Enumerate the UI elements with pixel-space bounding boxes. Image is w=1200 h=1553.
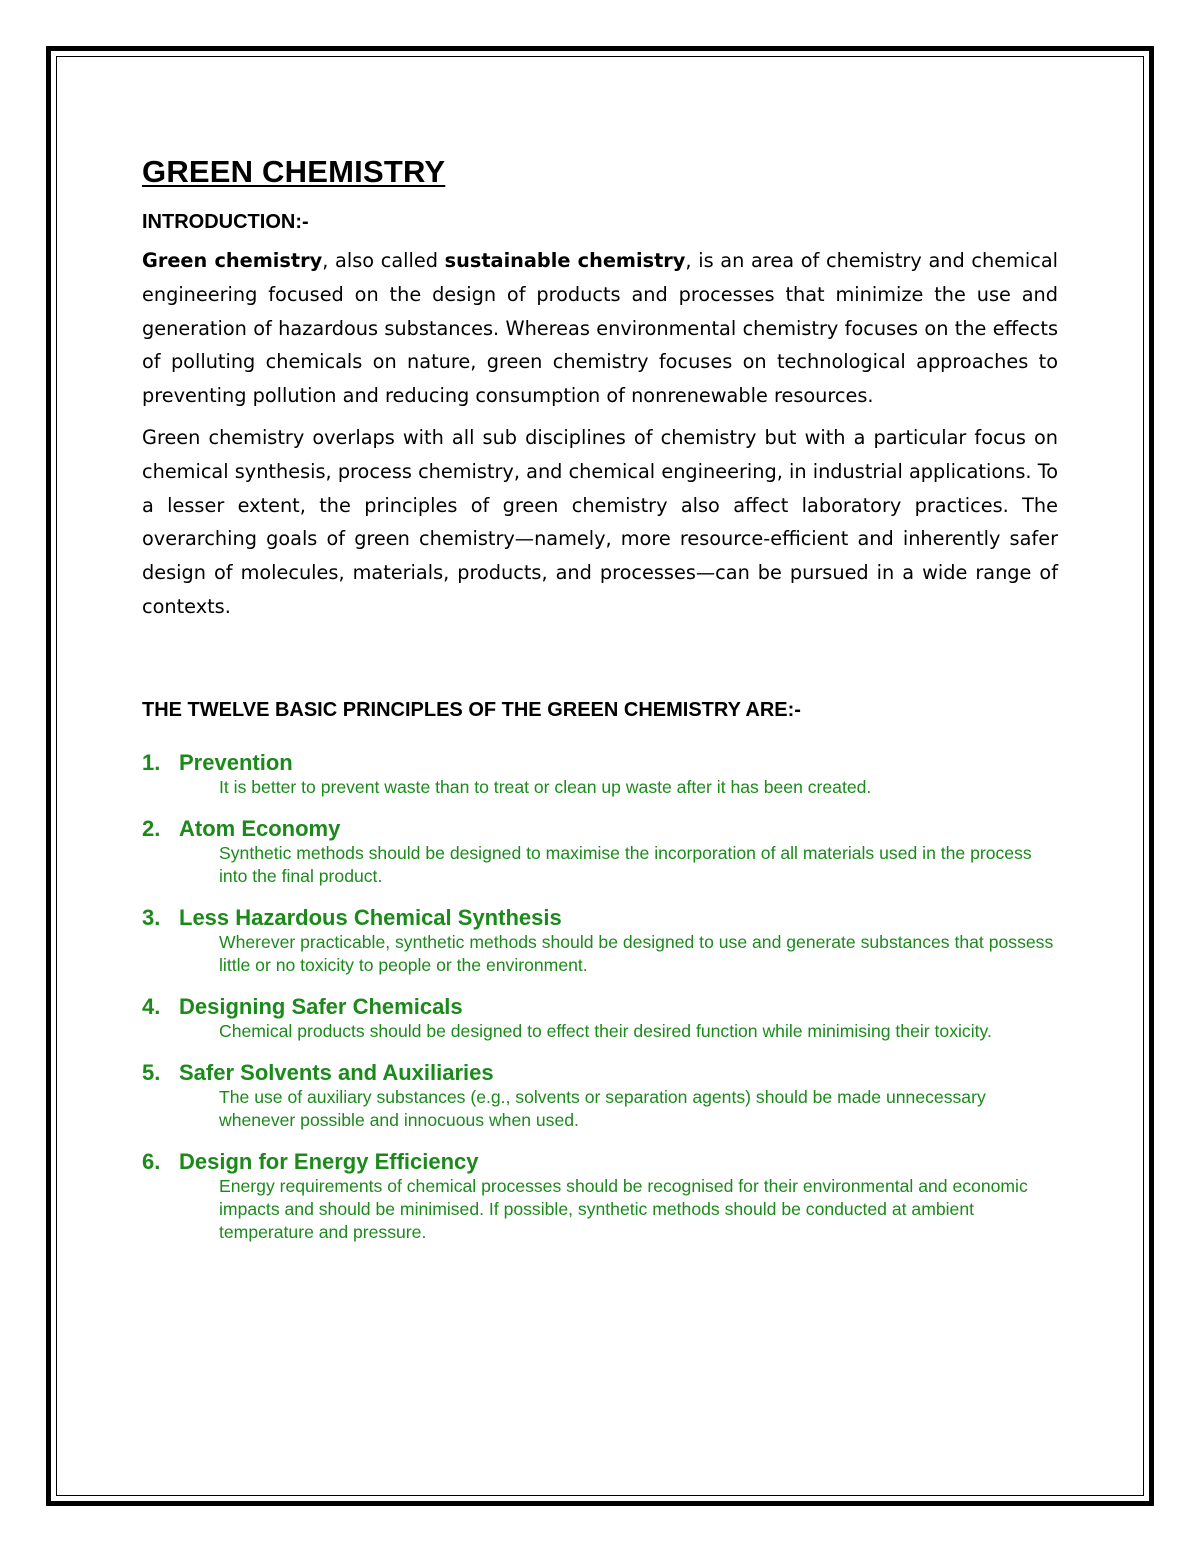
principles-heading: THE TWELVE BASIC PRINCIPLES OF THE GREEN CHEMISTRY ARE:- bbox=[142, 698, 801, 721]
principle-title: Prevention bbox=[179, 749, 293, 775]
term-sustainable-chemistry: sustainable chemistry bbox=[444, 249, 686, 272]
principle-number: 2. bbox=[142, 815, 161, 841]
principle-item bbox=[142, 1149, 1058, 1244]
document-title: GREEN CHEMISTRY bbox=[142, 154, 446, 189]
principle-title: Safer Solvents and Auxiliaries bbox=[179, 1059, 494, 1085]
principle-description: Synthetic methods should be designed to maximise the incorporation of all materials used in the process into the final product. bbox=[219, 842, 1032, 886]
principle-title-row bbox=[142, 994, 1058, 1020]
principle-description: The use of auxiliary substances (e.g., solvents or separation agents) should be made unnecessary whenever possible and innocuous when used. bbox=[219, 1086, 986, 1130]
principle-number: 4. bbox=[142, 993, 161, 1019]
principle-description: Chemical products should be designed to effect their desired function while minimising their toxicity. bbox=[219, 1020, 992, 1041]
principle-item bbox=[142, 1060, 1058, 1132]
term-green-chemistry: Green chemistry bbox=[142, 249, 323, 272]
principle-title: Atom Economy bbox=[179, 815, 341, 841]
principle-item bbox=[142, 816, 1058, 888]
principle-number: 1. bbox=[142, 749, 161, 775]
principle-number: 6. bbox=[142, 1148, 161, 1174]
document-content bbox=[142, 150, 1058, 1261]
principle-item bbox=[142, 905, 1058, 977]
intro-text-1: , also called bbox=[322, 249, 445, 272]
principle-title: Design for Energy Efficiency bbox=[179, 1148, 479, 1174]
principles-list bbox=[142, 750, 1058, 1244]
principle-title: Designing Safer Chemicals bbox=[179, 993, 463, 1019]
intro-text-2: , is an area of chemistry and chemical engineering focused on the design of products and processes that minimize the use and generation of hazardous substances. Whereas environmental chemistry focuses on the effects of polluting chemicals on nature, green chemistry focuses on technological approaches to preventing pollution and reducing consumption of nonrenewable resources. bbox=[142, 249, 1058, 408]
principle-item bbox=[142, 994, 1058, 1043]
principle-title-row bbox=[142, 816, 1058, 842]
introduction-heading: INTRODUCTION:- bbox=[142, 211, 309, 233]
principle-number: 5. bbox=[142, 1059, 161, 1085]
principle-title-row bbox=[142, 1149, 1058, 1175]
principle-title: Less Hazardous Chemical Synthesis bbox=[179, 904, 562, 930]
principle-title-row bbox=[142, 1060, 1058, 1086]
principle-number: 3. bbox=[142, 904, 161, 930]
principle-title-row bbox=[142, 905, 1058, 931]
principle-item bbox=[142, 750, 1058, 799]
principle-description: Energy requirements of chemical processes should be recognised for their environmental and economic impacts and should be minimised. If possible, synthetic methods should be conducted at ambient temperature and pressure. bbox=[219, 1175, 1028, 1242]
intro-paragraph-2: Green chemistry overlaps with all sub disciplines of chemistry but with a particular focus on chemical synthesis, process chemistry, and chemical engineering, in industrial applications. To a lesser extent, the principles of green chemistry also affect laboratory practices. The overarching goals of green chemistry—namely, more resource-efficient and inherently safer design of molecules, materials, products, and processes—can be pursued in a wide range of contexts. bbox=[142, 425, 1058, 618]
intro-paragraph-1 bbox=[142, 244, 1058, 413]
principle-description: Wherever practicable, synthetic methods should be designed to use and generate substances that possess little or no toxicity to people or the environment. bbox=[219, 931, 1054, 975]
principle-title-row bbox=[142, 750, 1058, 776]
principle-description: It is better to prevent waste than to treat or clean up waste after it has been created. bbox=[219, 776, 872, 797]
